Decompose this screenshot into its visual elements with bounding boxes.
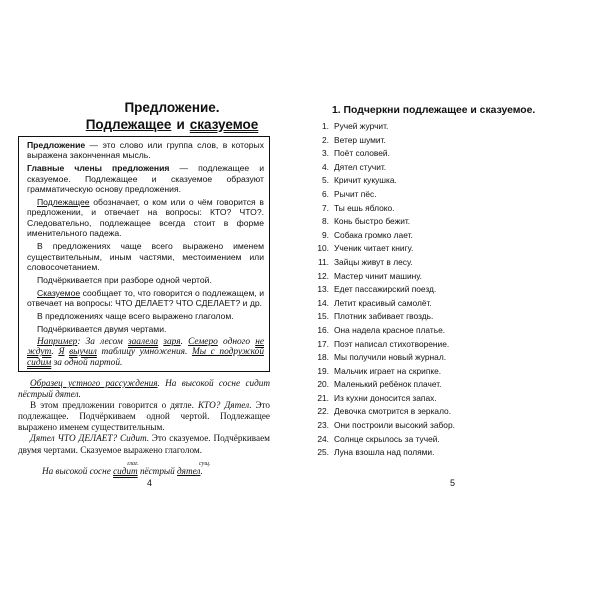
sentence-number: 15.: [317, 311, 329, 322]
sentence-number: 9.: [322, 229, 329, 240]
sentence-number: 8.: [322, 216, 329, 227]
sentence-item: [315, 392, 455, 406]
sentence-text: Ветер шумит.: [334, 134, 386, 145]
rule-term: Главные члены предложения: [27, 163, 170, 174]
sample-parsed-sentence: [18, 456, 270, 477]
sentence-text: Рычит пёс.: [334, 188, 377, 199]
sentence-number: 2.: [322, 134, 329, 145]
example-text: одного: [217, 336, 256, 347]
sentence-number: 7.: [322, 202, 329, 213]
rule-paragraph: В предложениях чаще всего выражено именем существительным, иным частями, местоимением или словосочетанием.: [27, 241, 264, 272]
sentence-number: 21.: [317, 392, 329, 403]
sentence-item: [315, 351, 455, 365]
task-title: 1. Подчеркни подлежащее и сказуемое.: [332, 105, 536, 116]
sentence-text: Зайцы живут в лесу.: [334, 256, 413, 267]
rule-paragraph: В предложениях чаще всего выражено глаголом.: [37, 311, 234, 322]
sentence-item: [315, 270, 455, 284]
sample-text: пёстрый: [137, 465, 178, 476]
rule-text: обозначает, о ком или о чём говорится в предложении, и отвечает на вопросы: КТО? ЧТО?. Следовательно, подлежащее всегда стоит в форме именительного падежа.: [27, 197, 264, 239]
example-predicate: заалела: [127, 336, 159, 347]
sentence-item: [315, 324, 455, 338]
sentence-list: [315, 120, 455, 460]
sample-paragraph: [18, 433, 270, 455]
sentence-text: Дятел стучит.: [334, 161, 387, 172]
example-text: .: [51, 347, 59, 358]
sentence-number: 16.: [317, 324, 329, 335]
sentence-text: Собака громко лает.: [334, 229, 413, 240]
sentence-item: [315, 338, 455, 352]
sentence-item: [315, 147, 455, 161]
sample-text: В этом предложении говорится о дятле.: [30, 400, 198, 411]
sample-text: . Это подлежащее. Подчёркиваем одной чертой. Подлежащее выражено именем существительным.: [18, 400, 270, 433]
sample-text: .: [200, 465, 203, 476]
title-predicate-word: сказуемое: [189, 117, 259, 132]
sentence-number: 25.: [317, 447, 329, 458]
sentence-number: 22.: [317, 406, 329, 417]
sample-marked-sentence: [30, 460, 211, 477]
sentence-item: [315, 174, 455, 188]
sample-predicate: [113, 460, 139, 476]
sentence-text: Едет пассажирский поезд.: [334, 284, 437, 295]
page-number: 4: [147, 478, 153, 488]
sentence-text: Конь быстро бежит.: [334, 216, 411, 227]
rule-paragraph: [27, 163, 264, 194]
sentence-item: [315, 283, 455, 297]
example-text: : За лесом: [77, 336, 128, 347]
rule-term-subject: Подлежащее: [37, 197, 90, 208]
sentence-item: [315, 202, 455, 216]
sentence-text: Поэт написал стихотворение.: [334, 338, 450, 349]
sample-text: На высокой сосне: [42, 465, 114, 476]
sentence-item: [315, 446, 455, 460]
sentence-text: Мальчик играет на скрипке.: [334, 365, 442, 376]
sentence-number: 24.: [317, 433, 329, 444]
example-text: .: [180, 336, 189, 347]
sentence-item: [315, 242, 455, 256]
sentence-number: 20.: [317, 379, 329, 390]
sentence-number: 23.: [317, 420, 329, 431]
example-text: таблицу умножения.: [96, 347, 192, 358]
sentence-item: [315, 297, 455, 311]
sentence-number: 13.: [317, 284, 329, 295]
sample-predicate-word: сидит: [113, 465, 138, 476]
sentence-number: 11.: [317, 256, 329, 267]
rule-term: Предложение: [27, 140, 86, 150]
sentence-item: [315, 433, 455, 447]
page-number: 5: [450, 478, 456, 488]
sentence-item: [315, 256, 455, 270]
sentence-number: 17.: [317, 338, 329, 349]
sentence-text: Летит красивый самолёт.: [334, 297, 432, 308]
sentence-text: Солнце скрылось за тучей.: [334, 433, 440, 444]
sample-paragraph: [18, 378, 270, 400]
rule-paragraph: [27, 197, 264, 239]
title-subject-word: Подлежащее: [85, 117, 172, 132]
page-title: Предложение.: [124, 100, 220, 115]
rule-paragraph: Подчёркивается при разборе одной чертой.: [37, 274, 212, 285]
rule-text: — подлежащее и сказуемое. Подлежащее и сказуемое образуют грамматическую основу предложения.: [27, 163, 264, 195]
sentence-number: 5.: [322, 175, 329, 186]
sentence-item: [315, 419, 455, 433]
sentence-item: [315, 134, 455, 148]
sentence-text: Ты ешь яблоко.: [334, 202, 395, 213]
sentence-number: 1.: [322, 121, 329, 131]
sentence-item: [315, 405, 455, 419]
pos-mark-noun: сущ.: [199, 460, 211, 467]
sample-subject: [177, 460, 211, 476]
sentence-item: [315, 365, 455, 379]
sentence-number: 3.: [322, 148, 329, 159]
sample-question: КТО? Дятел: [197, 400, 250, 411]
example-subject: Мы с подружкой: [191, 347, 265, 358]
sentence-number: 6.: [322, 188, 329, 199]
sentence-number: 10.: [317, 243, 329, 254]
sentence-item: [315, 120, 455, 134]
rule-example: [27, 337, 264, 368]
sample-subject-word: дятел: [177, 465, 201, 476]
sentence-item: [315, 229, 455, 243]
example-predicate: не ждут: [27, 336, 264, 358]
sentence-number: 4.: [322, 161, 329, 172]
rule-paragraph: [27, 288, 264, 309]
rule-text: — это слово или группа слов, в которых выражена законченная мысль.: [27, 140, 264, 161]
example-subject: Я: [58, 347, 65, 358]
sample-text: . Это сказуемое. Подчёркиваем двумя чертами. Сказуемое выражено глаголом.: [18, 433, 270, 455]
sentence-item: [315, 378, 455, 392]
sentence-text: Она надела красное платье.: [334, 324, 446, 335]
example-text: за одной партой.: [51, 357, 123, 368]
right-page: [295, 0, 590, 590]
sample-paragraph: [18, 400, 270, 433]
sample-label: Образец устного рассуждения: [30, 378, 158, 388]
sentence-text: Мы получили новый журнал.: [334, 352, 447, 363]
sentence-text: Они построили высокий забор.: [334, 420, 455, 431]
sample-text: . На высокой сосне сидит пёстрый дятел.: [18, 378, 270, 400]
title-and: и: [176, 117, 185, 132]
sentence-item: [315, 215, 455, 229]
pos-mark-verb: глаг.: [127, 460, 139, 467]
sentence-number: 12.: [317, 270, 329, 281]
sentence-text: Поёт соловей.: [334, 148, 390, 159]
sentence-text: Плотник забивает гвоздь.: [334, 311, 434, 322]
rule-text: сообщает то, что говорится о подлежащем, и отвечает на вопросы: ЧТО ДЕЛАЕТ? ЧТО СДЕЛАЕТ? и др.: [27, 287, 264, 309]
sentence-text: Ручей журчит.: [334, 121, 389, 131]
sentence-item: [315, 188, 455, 202]
example-subject: Семеро: [188, 336, 218, 347]
sentence-number: 18.: [317, 352, 329, 363]
sentence-number: 19.: [317, 365, 329, 376]
sentence-text: Из кухни доносится запах.: [334, 392, 437, 403]
sentence-text: Луна взошла над полями.: [334, 447, 435, 458]
example-predicate: выучил: [69, 347, 97, 358]
sentence-item: [315, 161, 455, 175]
rule-term-predicate: Сказуемое: [37, 287, 81, 298]
sentence-text: Девочка смотрится в зеркало.: [334, 406, 452, 417]
rule-box: [18, 136, 270, 372]
sample-question: Дятел ЧТО ДЕЛАЕТ? Сидит: [30, 433, 147, 444]
example-subject: заря: [163, 336, 181, 347]
sentence-text: Кричит кукушка.: [334, 175, 397, 186]
sentence-text: Ученик читает книгу.: [334, 243, 414, 254]
example-predicate: сидим: [27, 357, 52, 368]
sentence-text: Маленький ребёнок плачет.: [334, 379, 442, 390]
sample-reasoning: [18, 378, 270, 477]
example-label: Например: [37, 336, 78, 347]
rule-paragraph: [27, 140, 264, 161]
page-subtitle: [72, 117, 272, 132]
sentence-text: Мастер чинит машину.: [334, 270, 422, 281]
sentence-item: [315, 310, 455, 324]
rule-paragraph: Подчёркивается двумя чертами.: [37, 324, 167, 334]
sentence-number: 14.: [317, 297, 329, 308]
